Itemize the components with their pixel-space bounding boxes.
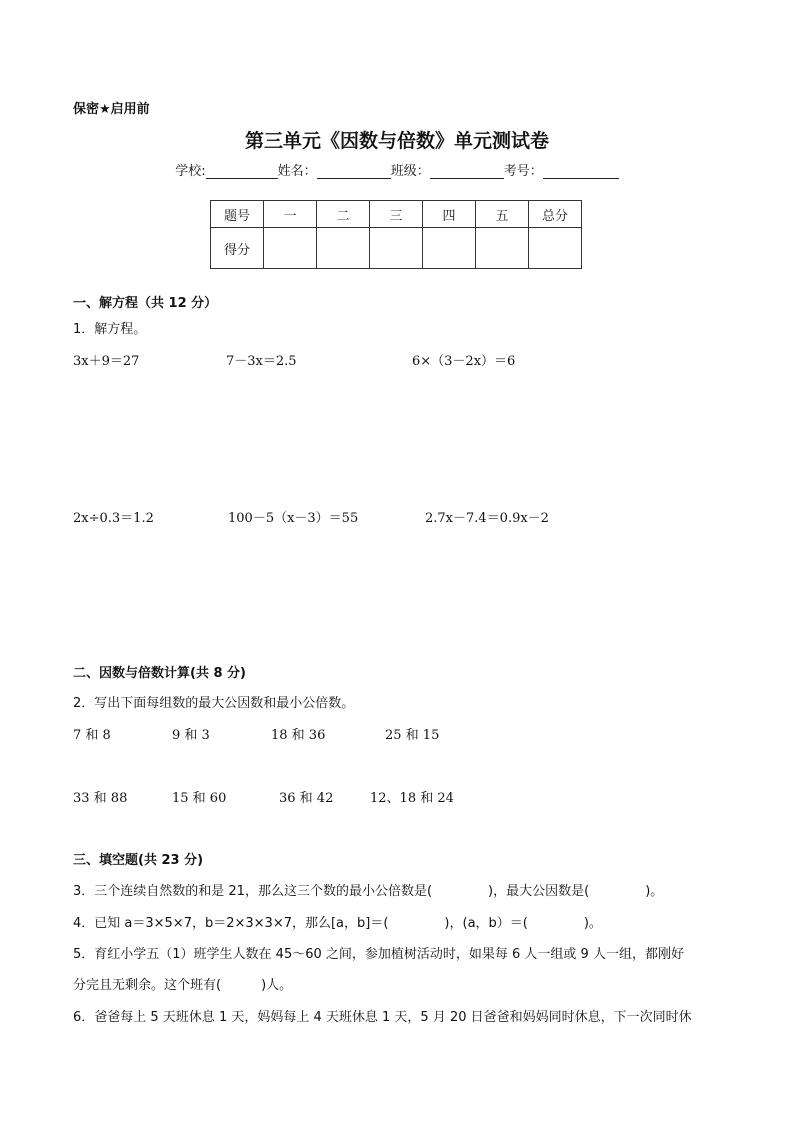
class-label: 班级： [390, 164, 430, 179]
question-1-text: 1．解方程。 [73, 322, 147, 337]
school-label: 学校: [175, 164, 206, 179]
question-3-part: )，最大公因数是( [488, 884, 590, 899]
equation: 7－3x＝2.5 [226, 354, 297, 369]
score-input-cell[interactable] [370, 228, 423, 269]
number-pair: 7 和 8 [73, 728, 111, 743]
equation: 3x＋9＝27 [73, 354, 140, 369]
section3-heading: 三、填空题(共 23 分) [73, 853, 204, 868]
number-pair: 33 和 88 [73, 791, 128, 806]
question-4-part: 4．已知 a＝3×5×7，b＝2×3×3×7，那么[a，b]＝( [73, 916, 389, 931]
number-pair: 12、18 和 24 [370, 791, 454, 806]
class-blank[interactable] [430, 164, 504, 179]
score-table-cell: 题号 [211, 201, 264, 228]
score-table-score-row [211, 228, 582, 269]
name-blank[interactable] [317, 164, 391, 179]
score-table-header-row [211, 201, 582, 228]
score-table-cell: 总分 [529, 201, 582, 228]
score-table-cell: 二 [317, 201, 370, 228]
score-table-cell: 一 [264, 201, 317, 228]
student-info-line [0, 160, 794, 179]
number-pair: 36 和 42 [279, 791, 334, 806]
question-2-text: 2．写出下面每组数的最大公因数和最小公倍数。 [73, 696, 355, 711]
question-4-part: )。 [583, 916, 602, 931]
page-title: 第三单元《因数与倍数》单元测试卷 [244, 130, 549, 152]
number-pair: 15 和 60 [172, 791, 227, 806]
question-5-part: )人。 [261, 978, 293, 993]
question-6-line-1: 6．爸爸每上 5 天班休息 1 天，妈妈每上 4 天班休息 1 天，5 月 20 日爸爸和妈妈同时休息，下一次同时休 [73, 1010, 692, 1025]
question-3-part: )。 [645, 884, 664, 899]
question-4-text [73, 912, 602, 931]
question-5-line-1: 5．育红小学五（1）班学生人数在 45～60 之间，参加植树活动时，如果每 6 人一组或 9 人一组，都刚好 [73, 947, 684, 962]
school-blank[interactable] [206, 164, 278, 179]
number-pair: 18 和 36 [271, 728, 326, 743]
score-input-cell[interactable] [317, 228, 370, 269]
question-3-text [73, 880, 663, 899]
number-pair: 25 和 15 [385, 728, 440, 743]
question-5-part: 分完且无剩余。这个班有( [73, 978, 222, 993]
name-label: 姓名： [277, 164, 317, 179]
score-input-cell[interactable] [476, 228, 529, 269]
exam-number-blank[interactable] [543, 164, 619, 179]
confidential-label: 保密★启用前 [73, 102, 150, 117]
score-table [210, 200, 582, 269]
number-pair: 9 和 3 [172, 728, 210, 743]
section2-heading: 二、因数与倍数计算(共 8 分) [73, 666, 246, 681]
section1-heading: 一、解方程（共 12 分） [73, 296, 218, 311]
score-input-cell[interactable] [423, 228, 476, 269]
equation: 2.7x－7.4＝0.9x－2 [425, 511, 549, 526]
score-input-cell[interactable] [529, 228, 582, 269]
score-table-cell: 三 [370, 201, 423, 228]
question-4-part: )，(a，b）＝( [444, 916, 528, 931]
score-table-cell: 五 [476, 201, 529, 228]
equation: 2x÷0.3＝1.2 [73, 511, 154, 526]
score-table-cell: 四 [423, 201, 476, 228]
question-3-part: 3．三个连续自然数的和是 21，那么这三个数的最小公倍数是( [73, 884, 433, 899]
score-input-cell[interactable] [264, 228, 317, 269]
question-5-line-2 [73, 974, 292, 993]
exam-number-label: 考号： [503, 164, 543, 179]
equation: 100－5（x－3）＝55 [228, 511, 359, 526]
equation: 6×（3－2x）＝6 [412, 354, 516, 369]
score-row-label: 得分 [211, 228, 264, 269]
